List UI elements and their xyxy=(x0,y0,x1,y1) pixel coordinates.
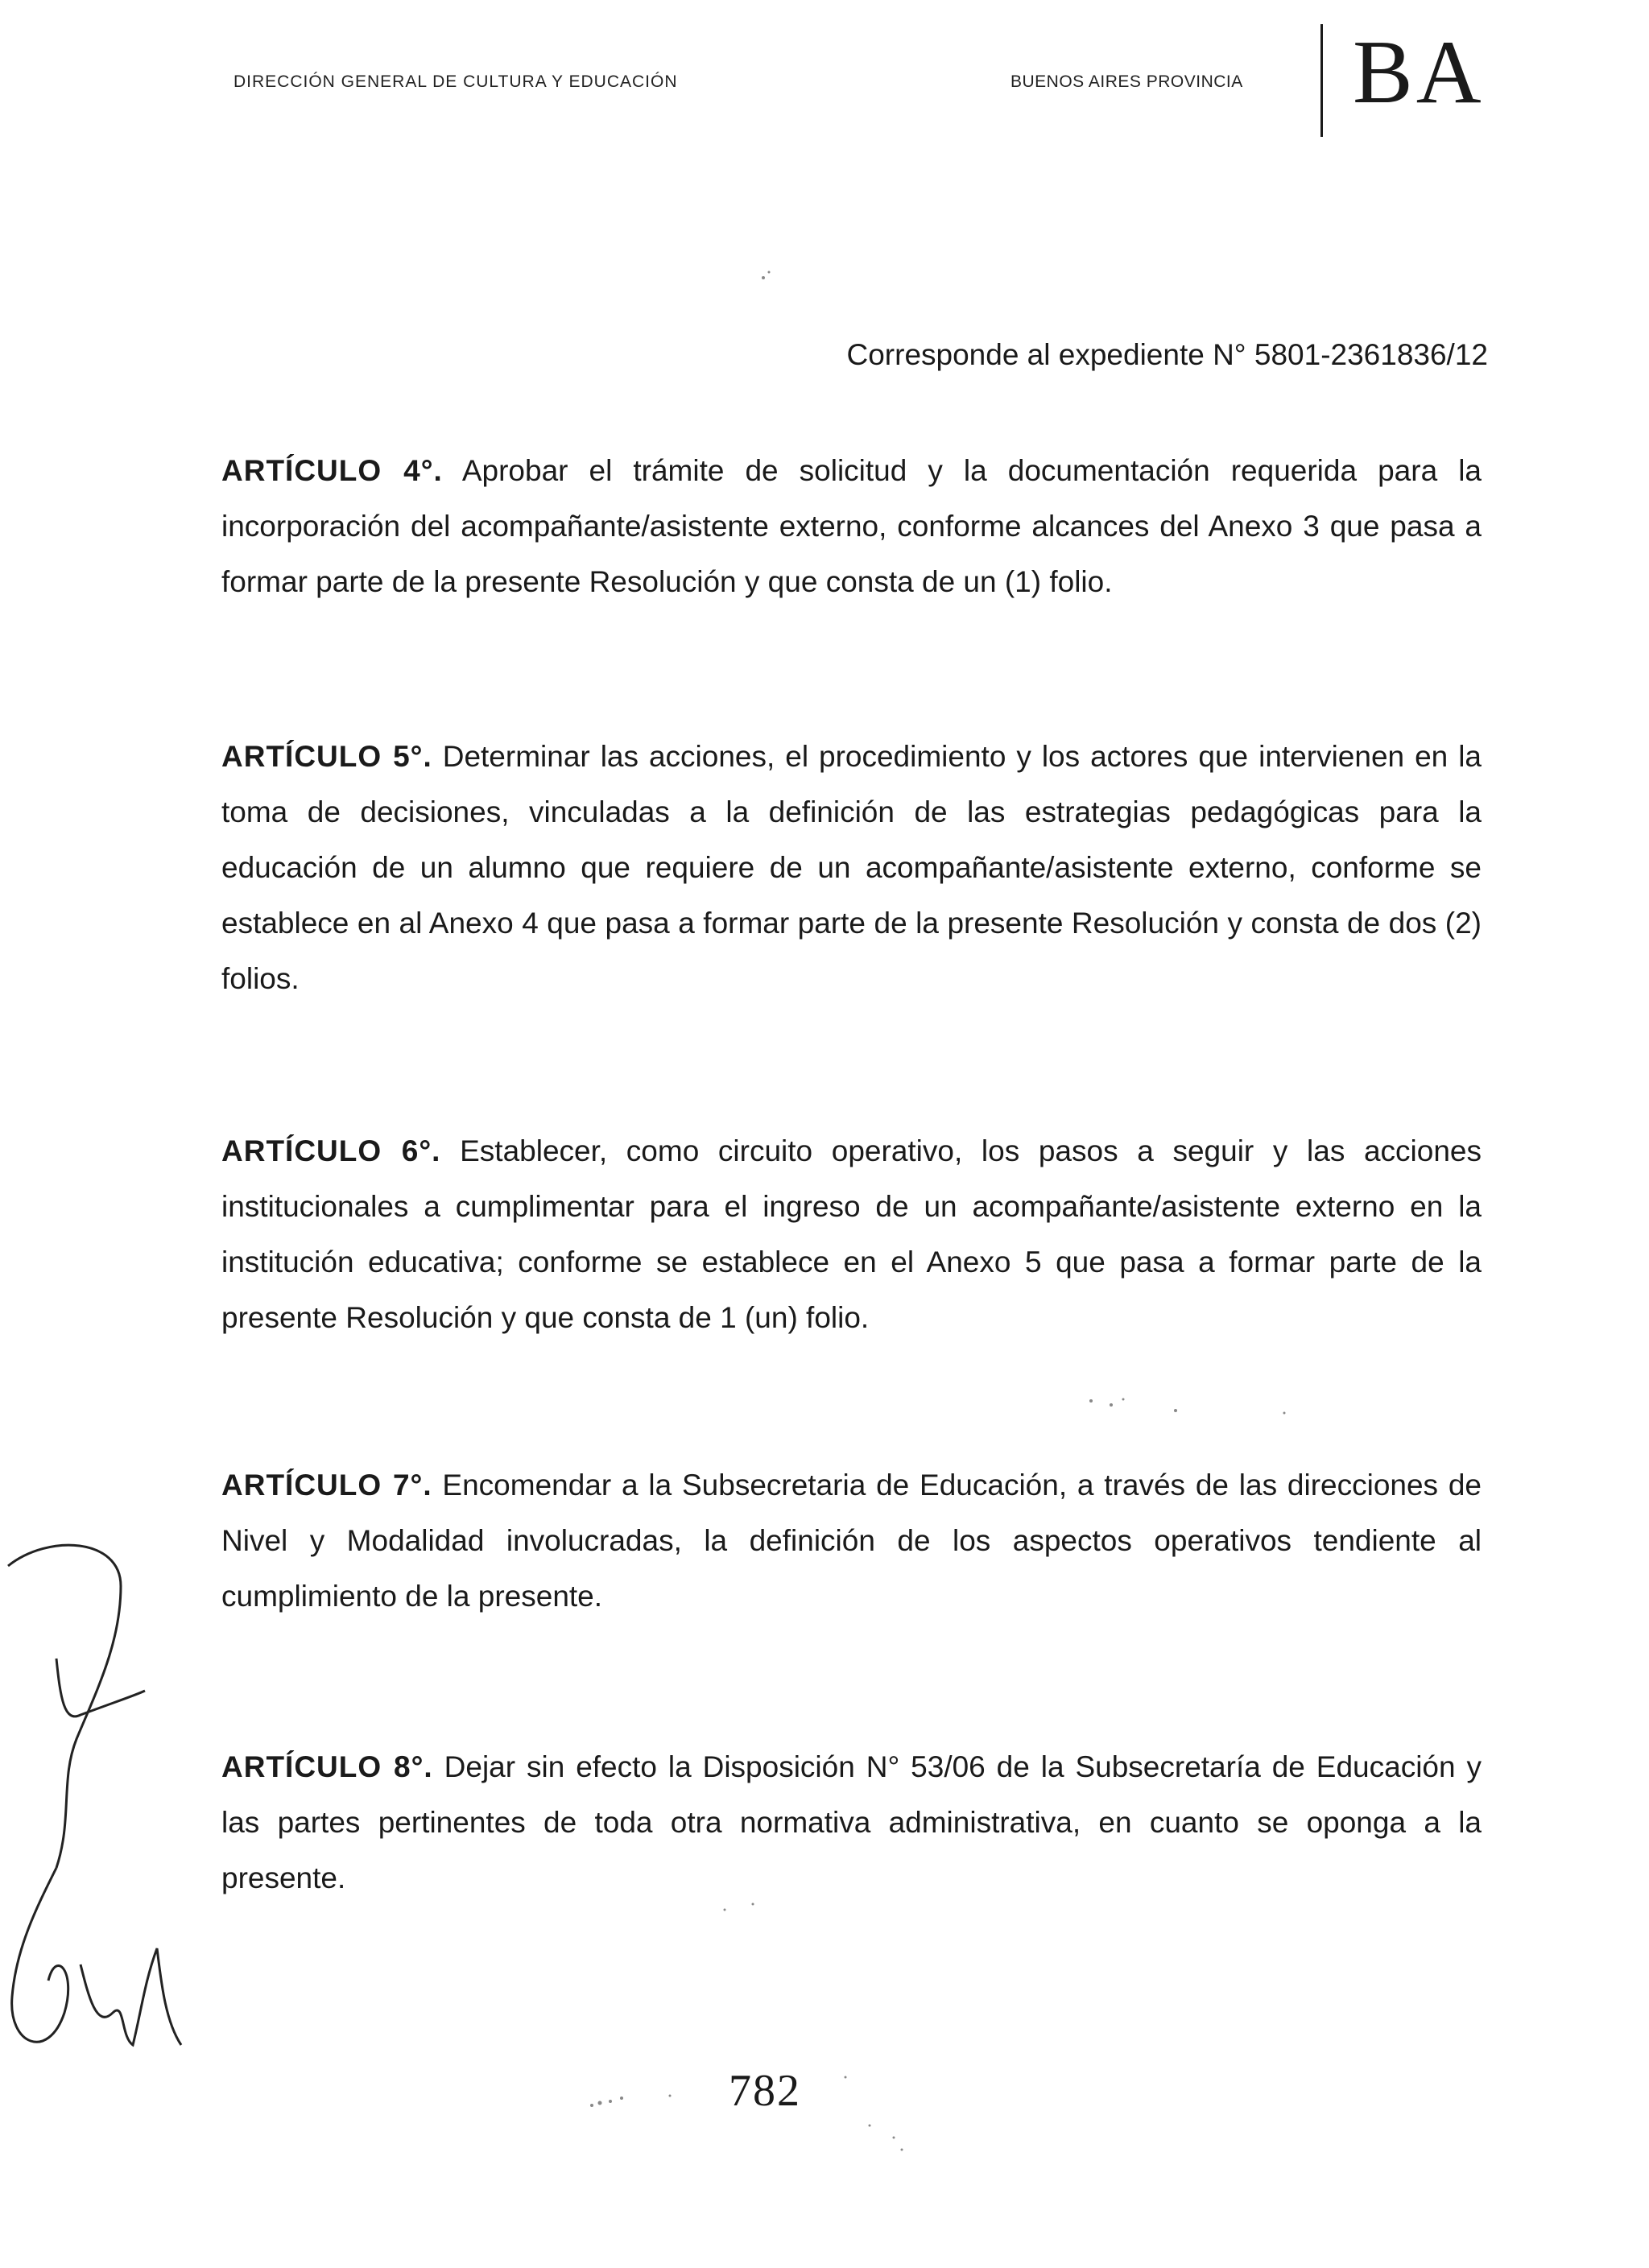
article-label: ARTÍCULO 6°. xyxy=(221,1134,441,1167)
expediente-reference: Corresponde al expediente N° 5801-2361836/12 xyxy=(846,338,1488,371)
article-text: Determinar las acciones, el procedimiento y los actores que intervienen en la toma de decisiones, vinculadas a la definición de las estrategias pedagógicas para la educación de un alumno que requiere de un acompañante/asistente externo, conforme se establece en al Anexo 4 que pasa a formar parte de la presente Resolución y consta de dos (2) folios. xyxy=(221,740,1482,995)
article-text: Dejar sin efecto la Disposición N° 53/06 de la Subsecretaría de Educación y las partes pertinentes de toda otra normativa administrativa, en cuanto se oponga a la presente. xyxy=(221,1750,1482,1894)
article-label: ARTÍCULO 7°. xyxy=(221,1469,432,1502)
article-text: Establecer, como circuito operativo, los pasos a seguir y las acciones institucionales a cumplimentar para el ingreso de un acompañante/asistente externo en la institución educativa; conforme se establece en el Anexo 5 que pasa a formar parte de la presente Resolución y que consta de 1 (un) folio. xyxy=(221,1134,1482,1334)
article-text: Aprobar el trámite de solicitud y la documentación requerida para la incorporación del acompañante/asistente externo, conforme alcances del Anexo 3 que pasa a formar parte de la presente Resolución y que consta de un (1) folio. xyxy=(221,454,1482,598)
header-institution: DIRECCIÓN GENERAL DE CULTURA Y EDUCACIÓN xyxy=(234,72,678,91)
article-label: ARTÍCULO 5°. xyxy=(221,740,432,773)
ba-logo: BA xyxy=(1353,23,1485,122)
page-number: 782 xyxy=(729,2066,801,2116)
article-label: ARTÍCULO 8°. xyxy=(221,1750,433,1783)
header-province: BUENOS AIRES PROVINCIA xyxy=(1010,72,1243,91)
article-text: Encomendar a la Subsecretaria de Educación, a través de las direcciones de Nivel y Modalidad involucradas, la definición de los aspectos operativos tendiente al cumplimiento de la presente. xyxy=(221,1469,1482,1613)
article-label: ARTÍCULO 4°. xyxy=(221,454,443,487)
